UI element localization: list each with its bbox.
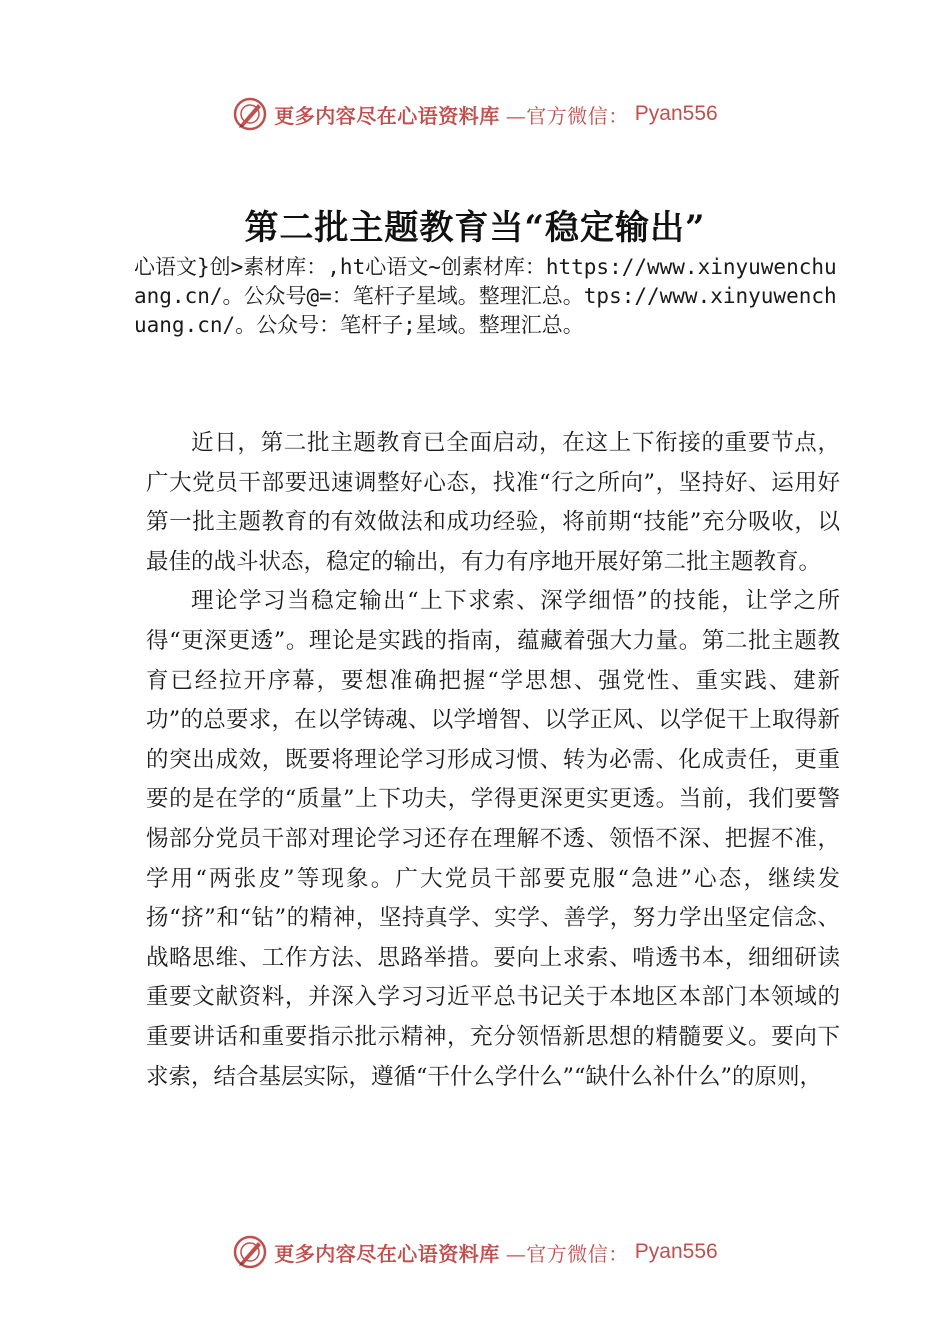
banner-sub-text: —官方微信： [505,1241,629,1266]
paragraph: 理论学习当稳定输出“上下求索、深学细悟”的技能，让学之所得“更深更透”。理论是实践的指南，蕴藏着强大力量。第二批主题教育已经拉开序幕，要想准确把握“学思想、强党性、重实践、建新功”的总要求，在以学铸魂、以学增智、以学正风、以学促干上取得新的突出成效，既要将理论学习形成习惯、转为必需、化成责任，更重要的是在学的“质量”上下功夫，学得更深更实更透。当前，我们要警惕部分党员干部对理论学习还存在理解不透、领悟不深、把握不准，学用“两张皮”等现象。广大党员干部要克服“急进”心态，继续发扬“挤”和“钻”的精神，坚持真学、实学、善学，努力学出坚定信念、战略思维、工作方法、思路举措。要向上求索、啃透书本，细细研读重要文献资料，并深入学习习近平总书记关于本地区本部门本领域的重要讲话和重要指示批示精神，充分领悟新思想的精髓要义。要向下求索，结合基层实际，遵循“干什么学什么”“缺什么补什么”的原则， [146,588,840,1090]
article-body [146,424,840,1097]
page-title: 第二批主题教育当“稳定输出” [244,208,706,248]
pen-logo-icon [232,96,268,132]
banner-wechat-id: Pyan556 [634,1240,718,1263]
paragraph: 近日，第二批主题教育已全面启动，在这上下衔接的重要节点，广大党员干部要迅速调整好心态，找准“行之所向”，坚持好、运用好第一批主题教育的有效做法和成功经验，将前期“技能”充分吸收，以最佳的战斗状态，稳定的输出，有力有序地开展好第二批主题教育。 [146,430,840,575]
banner-main-text: 更多内容尽在心语资料库 [274,1241,500,1266]
banner-main-text: 更多内容尽在心语资料库 [274,103,500,128]
watermark-text: 心语文}创>素材库：,ht心语文~创素材库：https://www.xinyuwenchuang.cn/。公众号@=：笔杆子星域。整理汇总。tps://www.xinyuwenchuang.cn/。公众号：笔杆子;星域。整理汇总。 [134,255,837,337]
banner-wechat-id: Pyan556 [634,102,718,125]
footer-banner [0,1230,950,1274]
header-banner [0,92,950,136]
pen-logo-icon [232,1234,268,1270]
banner-sub-text: —官方微信： [505,103,629,128]
